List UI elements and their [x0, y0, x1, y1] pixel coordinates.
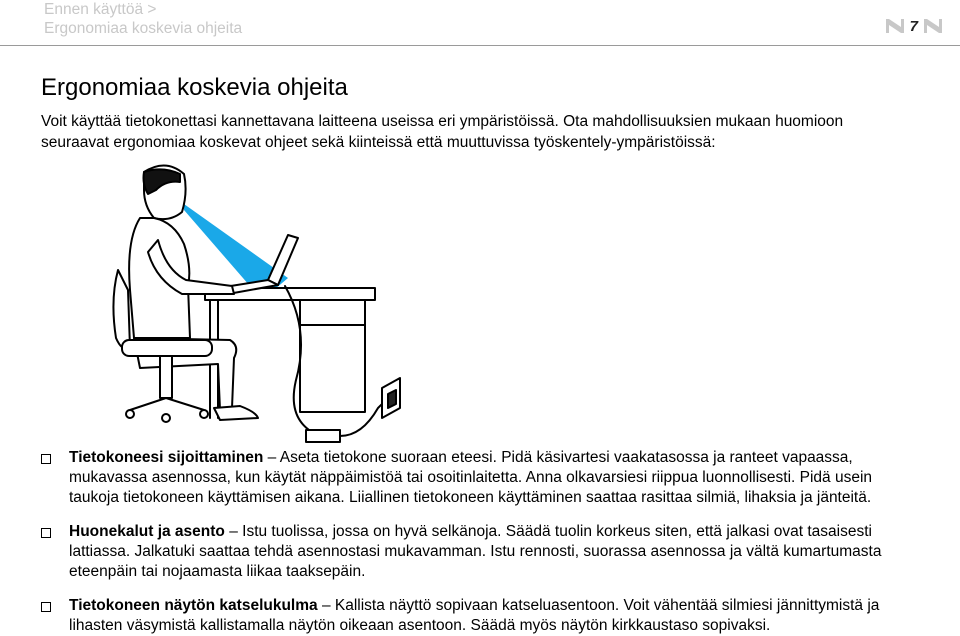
list-item [40, 596, 945, 636]
page-navigation [886, 16, 942, 36]
item-text: eteenpäin tai nojaamasta liikaa taaksepäin. [69, 563, 366, 580]
item-text: taukoja tietokoneen käyttämisen aikana. Liiallinen tietokoneen käyttäminen saattaa rasittaa silmiä, lihaksia ja jänteitä. [69, 489, 872, 506]
page-number: 7 [909, 17, 918, 35]
page-title: Ergonomiaa koskevia ohjeita [41, 74, 348, 101]
list-item [40, 448, 945, 508]
breadcrumb-current[interactable]: Ergonomiaa koskevia ohjeita [44, 20, 243, 37]
guideline-list [40, 448, 945, 636]
list-item [40, 522, 945, 582]
person-at-desk-illustration [100, 160, 430, 450]
page-header [0, 0, 960, 46]
intro-line: seuraavat ergonomiaa koskevat ohjeet sekä kiinteissä että muuttuvissa työskentely-ympäristöissä: [41, 134, 716, 151]
checkbox-bullet-icon [41, 454, 51, 464]
checkbox-bullet-icon [41, 602, 51, 612]
item-text: – Istu tuolissa, jossa on hyvä selkänoja. Säädä tuolin korkeus siten, että jalkasi ovat tasaisesti [224, 523, 872, 540]
intro-line: Voit käyttää tietokonettasi kannettavana laitteena useissa eri ympäristöissä. Ota mahdollisuuksien mukaan huomioon [41, 113, 844, 130]
arrow-left-icon[interactable] [886, 19, 904, 33]
item-text: mukavassa asennossa, kun käytät näppäimistöä tai osoitinlaitetta. Anna olkavarsiesi riippua luonnollisesti. Pidä usein [69, 469, 873, 486]
intro-paragraph [41, 111, 941, 153]
header-divider [0, 45, 960, 46]
item-keyword: Huonekalut ja asento [69, 523, 225, 540]
breadcrumb-parent[interactable]: Ennen käyttöä > [44, 1, 157, 18]
item-keyword: Tietokoneen näytön katselukulma [69, 597, 318, 614]
item-text: – Kallista näyttö sopivaan katseluasentoon. Voit vähentää silmiesi jännittymistä ja [317, 597, 880, 614]
arrow-right-icon[interactable] [924, 19, 942, 33]
item-text: lihasten väsymistä kallistamalla näytön oikeaan asentoon. Säädä myös näytön kirkkaustaso sopivaksi. [69, 617, 771, 634]
breadcrumb [44, 0, 242, 38]
item-keyword: Tietokoneesi sijoittaminen [69, 449, 264, 466]
item-text: – Aseta tietokone suoraan eteesi. Pidä käsivartesi vaakatasossa ja ranteet vapaassa, [263, 449, 853, 466]
item-text: lattiassa. Jalkatuki saattaa tehdä asennostasi mukavamman. Istu rennosti, suorassa asennossa ja vältä kumartumasta [69, 543, 882, 560]
checkbox-bullet-icon [41, 528, 51, 538]
